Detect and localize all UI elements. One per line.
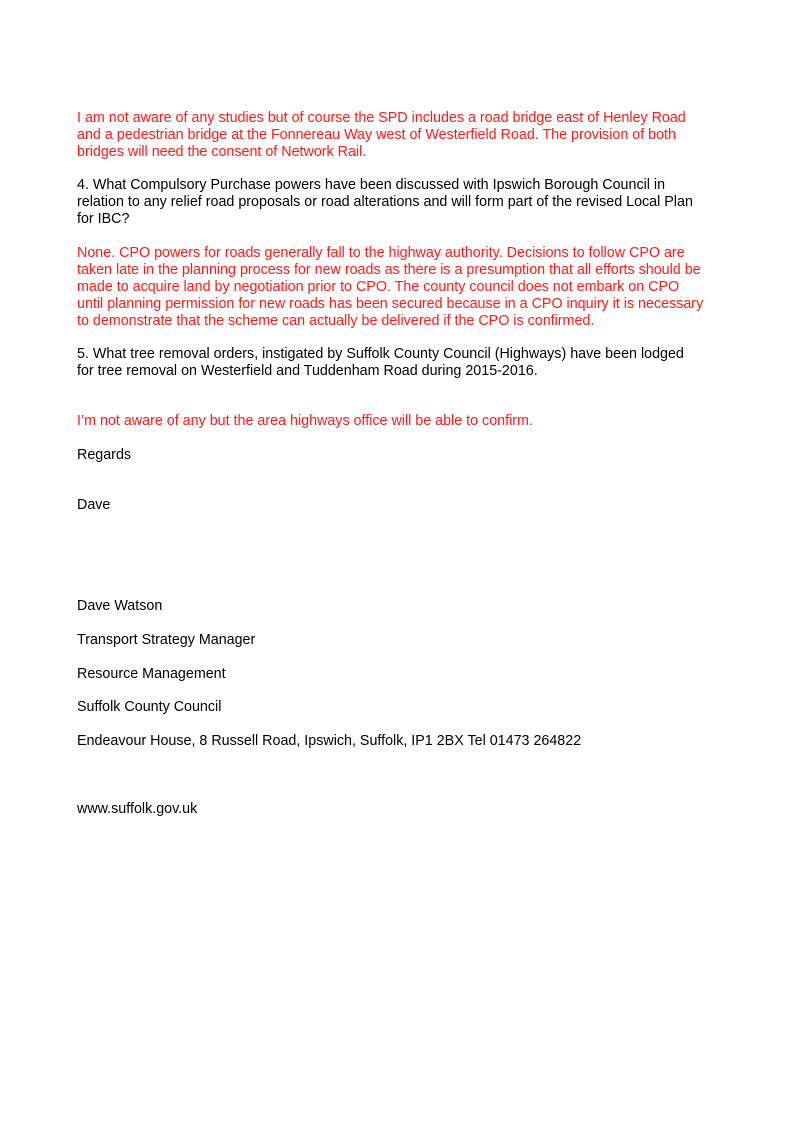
answer-4-paragraph xyxy=(77,245,727,330)
signature-title-text: Transport Strategy Manager xyxy=(77,632,256,648)
signature-address-text: Endeavour House, 8 Russell Road, Ipswich, Suffolk, IP1 2BX Tel 01473 264822 xyxy=(77,733,582,749)
answer-4-line: None. CPO powers for roads generally fall to the highway authority. Decisions to follow CPO are xyxy=(77,245,685,261)
signature-name-text: Dave Watson xyxy=(77,598,163,614)
signature-title xyxy=(77,632,727,649)
question-5-paragraph xyxy=(77,346,727,380)
document-page xyxy=(77,0,727,1122)
signature-organisation-text: Suffolk County Council xyxy=(77,699,222,715)
question-4-line: relation to any relief road proposals or road alterations and will form part of the revised Local Plan xyxy=(77,194,693,210)
question-5-line: for tree removal on Westerfield and Tuddenham Road during 2015-2016. xyxy=(77,363,538,379)
signature-address xyxy=(77,733,727,750)
answer-3-line: I am not aware of any studies but of course the SPD includes a road bridge east of Henley Road xyxy=(77,110,686,126)
answer-4-line: to demonstrate that the scheme can actually be delivered if the CPO is confirmed. xyxy=(77,313,595,329)
answer-4-line: taken late in the planning process for new roads as there is a presumption that all efforts should be xyxy=(77,262,701,278)
website-text: www.suffolk.gov.uk xyxy=(77,801,198,817)
answer-3-line: bridges will need the consent of Network Rail. xyxy=(77,144,367,160)
signature-name xyxy=(77,598,727,615)
answer-4-line: made to acquire land by negotiation prior to CPO. The county council does not embark on CPO xyxy=(77,279,680,295)
question-4-line: 4. What Compulsory Purchase powers have been discussed with Ipswich Borough Council in xyxy=(77,177,666,193)
answer-5-paragraph xyxy=(77,413,727,430)
question-4-line: for IBC? xyxy=(77,211,130,227)
answer-4-line: until planning permission for new roads has been secured because in a CPO inquiry it is necessary xyxy=(77,296,704,312)
sender-first-name: Dave xyxy=(77,497,111,513)
answer-3-paragraph xyxy=(77,110,727,161)
question-4-paragraph xyxy=(77,177,727,228)
answer-5-line: I’m not aware of any but the area highways office will be able to confirm. xyxy=(77,413,533,429)
question-5-line: 5. What tree removal orders, instigated by Suffolk County Council (Highways) have been lodged xyxy=(77,346,684,362)
signature-website xyxy=(77,801,727,818)
regards-text: Regards xyxy=(77,447,132,463)
signature-department-text: Resource Management xyxy=(77,666,226,682)
answer-3-line: and a pedestrian bridge at the Fonnereau Way west of Westerfield Road. The provision of both xyxy=(77,127,676,143)
signature-organisation xyxy=(77,699,727,716)
closing-name xyxy=(77,497,727,514)
signature-department xyxy=(77,666,727,683)
closing-regards xyxy=(77,447,727,464)
